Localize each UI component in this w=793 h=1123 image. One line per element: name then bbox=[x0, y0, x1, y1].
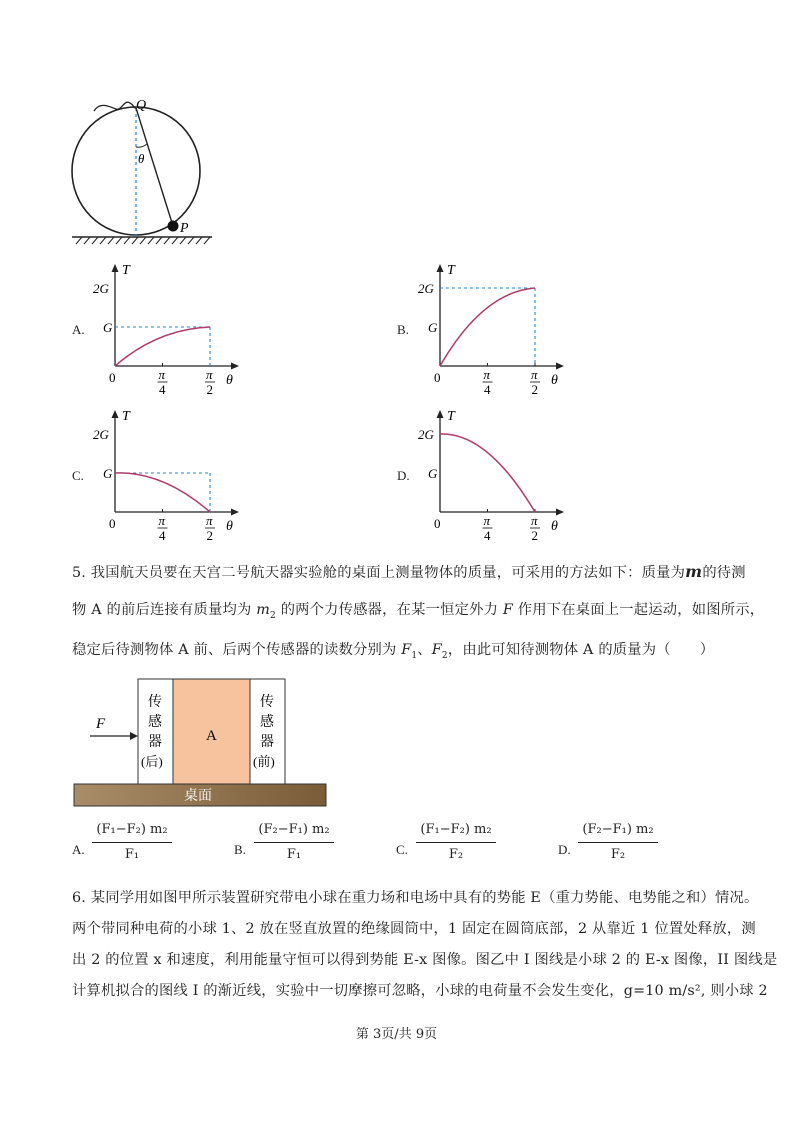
tick-origin: 0 bbox=[109, 370, 116, 385]
label-q: Q bbox=[136, 98, 147, 113]
x-axis-arrow bbox=[556, 363, 564, 370]
answer-c-bar bbox=[416, 842, 496, 843]
answer-d-denominator: F₂ bbox=[610, 847, 626, 862]
curve-t-theta bbox=[440, 288, 535, 366]
sensor-back-char-2: 感 bbox=[148, 715, 162, 730]
sensor-back-char-1: 传 bbox=[148, 695, 162, 710]
tick-2g: 2G bbox=[93, 427, 109, 442]
tick-g: G bbox=[428, 320, 438, 335]
q5-text-2c: 作用下在桌面上一起运动，如图所示， bbox=[517, 602, 765, 618]
sensor-front-char-3: 器 bbox=[260, 735, 274, 750]
pi-over-2-denominator: 2 bbox=[206, 528, 213, 543]
q6-line-2: 两个带同种电荷的小球 1、2 放在竖直放置的绝缘圆筒中，1 固定在圆筒底部，2 从靠近 1 位置处释放，测 bbox=[72, 921, 756, 937]
q6-line-4: 计算机拟合的图线 I 的渐近线，实验中一切摩擦可忽略，小球的电荷量不会发生变化，g=10 m/s², 则小球 2 bbox=[72, 983, 768, 999]
page-footer: 第 3页/共 9页 bbox=[355, 1027, 438, 1042]
pi-over-4-denominator: 4 bbox=[484, 382, 491, 397]
answer-a-numerator: (F₁−F₂) m₂ bbox=[96, 822, 168, 837]
y-axis-label: T bbox=[447, 263, 455, 278]
pi-over-4-numerator: π bbox=[483, 513, 491, 528]
pi-over-4-numerator: π bbox=[158, 367, 166, 382]
answer-b-bar bbox=[254, 842, 334, 843]
angle-arc bbox=[136, 144, 147, 147]
q6-line-1: 6. 某同学用如图甲所示装置研究带电小球在重力场和电场中具有的势能 E（重力势能、电势能之和）情况。 bbox=[72, 890, 759, 906]
q5-line-2 bbox=[72, 600, 764, 626]
x-axis-label: θ bbox=[551, 519, 558, 534]
pi-over-4-denominator: 4 bbox=[159, 528, 166, 543]
x-axis-label: θ bbox=[226, 519, 233, 534]
graph-option-b bbox=[420, 258, 570, 398]
graph-option-a-letter: A. bbox=[72, 322, 85, 337]
q5-text-1: 我国航天员要在天宫二号航天器实验舱的桌面上测量物体的质量，可采用的方法如下：质量为 bbox=[90, 565, 686, 581]
curve-t-theta bbox=[115, 473, 210, 512]
pi-over-2-numerator: π bbox=[206, 513, 213, 528]
q5-text-3b: ，由此可知待测物体 A 的质量为（ ） bbox=[447, 642, 715, 658]
graph-option-a bbox=[95, 258, 245, 398]
var-f2: F bbox=[431, 642, 442, 658]
force-arrow-head bbox=[130, 732, 138, 740]
answer-a-letter: A. bbox=[72, 842, 85, 857]
pi-over-4-denominator: 4 bbox=[159, 382, 166, 397]
answer-a-fraction bbox=[92, 820, 172, 865]
y-axis-arrow bbox=[437, 410, 444, 418]
var-m2: m bbox=[256, 602, 270, 618]
force-label: F bbox=[96, 716, 106, 732]
q5-sep: 、 bbox=[417, 642, 432, 658]
graph-option-c bbox=[95, 404, 245, 544]
table-label: 桌面 bbox=[184, 789, 212, 804]
pi-over-2-numerator: π bbox=[531, 367, 538, 382]
answer-a-bar bbox=[92, 842, 172, 843]
tick-origin: 0 bbox=[109, 516, 116, 531]
answer-d-bar bbox=[578, 842, 658, 843]
y-axis-arrow bbox=[437, 264, 444, 272]
answer-c-denominator: F₂ bbox=[448, 847, 464, 862]
answer-c-numerator: (F₁−F₂) m₂ bbox=[420, 822, 492, 837]
x-axis-arrow bbox=[556, 509, 564, 516]
pi-over-2-denominator: 2 bbox=[206, 382, 213, 397]
graph-option-d-letter: D. bbox=[397, 468, 410, 483]
q5-text-1-end: 的待测 bbox=[702, 565, 746, 581]
ground-hatch bbox=[76, 237, 210, 244]
tick-2g: 2G bbox=[418, 281, 434, 296]
sensor-back-char-3: 器 bbox=[148, 735, 162, 750]
sensor-back-char-4: (后) bbox=[141, 754, 163, 769]
rod-qp bbox=[136, 108, 173, 226]
answer-a-denominator: F₁ bbox=[124, 847, 140, 862]
label-theta: θ bbox=[138, 151, 145, 166]
var-f1-sub: 1 bbox=[411, 650, 418, 661]
curve-t-theta bbox=[440, 434, 535, 512]
answer-c-letter: C. bbox=[396, 842, 408, 857]
answer-c-fraction bbox=[416, 820, 496, 865]
sensor-front-char-4: (前) bbox=[253, 754, 275, 769]
pi-over-4-denominator: 4 bbox=[484, 528, 491, 543]
answer-b-numerator: (F₂−F₁) m₂ bbox=[258, 822, 330, 837]
apparatus-figure bbox=[72, 676, 334, 810]
pi-over-4-numerator: π bbox=[158, 513, 166, 528]
answer-d-letter: D. bbox=[558, 842, 571, 857]
var-m2-sub: 2 bbox=[270, 610, 276, 621]
graph-option-c-letter: C. bbox=[72, 468, 84, 483]
graph-option-d bbox=[420, 404, 570, 544]
x-axis-label: θ bbox=[226, 373, 233, 388]
block-a-label: A bbox=[206, 728, 217, 744]
y-axis-label: T bbox=[122, 409, 130, 424]
tick-2g: 2G bbox=[418, 427, 434, 442]
pi-over-2-numerator: π bbox=[531, 513, 538, 528]
tick-g: G bbox=[103, 466, 113, 481]
tick-2g: 2G bbox=[93, 281, 109, 296]
var-f: F bbox=[502, 602, 514, 618]
y-axis-arrow bbox=[112, 264, 119, 272]
q5-text-2a: 物 A 的前后连接有质量均为 bbox=[72, 602, 252, 618]
y-axis-arrow bbox=[112, 410, 119, 418]
y-axis-label: T bbox=[447, 409, 455, 424]
x-axis-arrow bbox=[231, 363, 239, 370]
var-m: m bbox=[685, 562, 703, 581]
var-f1: F bbox=[401, 642, 412, 658]
pi-over-2-denominator: 2 bbox=[531, 528, 538, 543]
pi-over-4-numerator: π bbox=[483, 367, 491, 382]
answer-d-numerator: (F₂−F₁) m₂ bbox=[582, 822, 654, 837]
pi-over-2-numerator: π bbox=[206, 367, 213, 382]
q5-text-3a: 稳定后待测物体 A 前、后两个传感器的读数分别为 bbox=[72, 642, 397, 658]
curve-t-theta bbox=[115, 327, 210, 366]
q5-text-2b: 的两个力传感器，在某一恒定外力 bbox=[280, 602, 499, 618]
sensor-front-char-2: 感 bbox=[260, 715, 274, 730]
q5-number: 5. bbox=[72, 565, 87, 581]
answer-d-fraction bbox=[578, 820, 658, 865]
tick-g: G bbox=[428, 466, 438, 481]
pi-over-2-denominator: 2 bbox=[531, 382, 538, 397]
label-p: P bbox=[180, 221, 189, 236]
ball-p bbox=[168, 221, 179, 232]
tick-g: G bbox=[103, 320, 113, 335]
circle-figure bbox=[70, 95, 260, 245]
answer-b-denominator: F₁ bbox=[286, 847, 302, 862]
graph-option-b-letter: B. bbox=[397, 322, 409, 337]
x-axis-arrow bbox=[231, 509, 239, 516]
x-axis-label: θ bbox=[551, 373, 558, 388]
y-axis-label: T bbox=[122, 263, 130, 278]
tick-origin: 0 bbox=[434, 516, 441, 531]
tick-origin: 0 bbox=[434, 370, 441, 385]
q5-line-1 bbox=[72, 562, 746, 583]
q6-line-3: 出 2 的位置 x 和速度，利用能量守恒可以得到势能 E-x 图像。图乙中 I 图线是小球 2 的 E-x 图像，II 图线是 bbox=[72, 952, 778, 968]
sensor-front-char-1: 传 bbox=[260, 695, 274, 710]
var-f2-sub: 2 bbox=[441, 650, 448, 661]
answer-b-fraction bbox=[254, 820, 334, 865]
q5-line-3 bbox=[72, 640, 714, 666]
answer-b-letter: B. bbox=[234, 842, 246, 857]
